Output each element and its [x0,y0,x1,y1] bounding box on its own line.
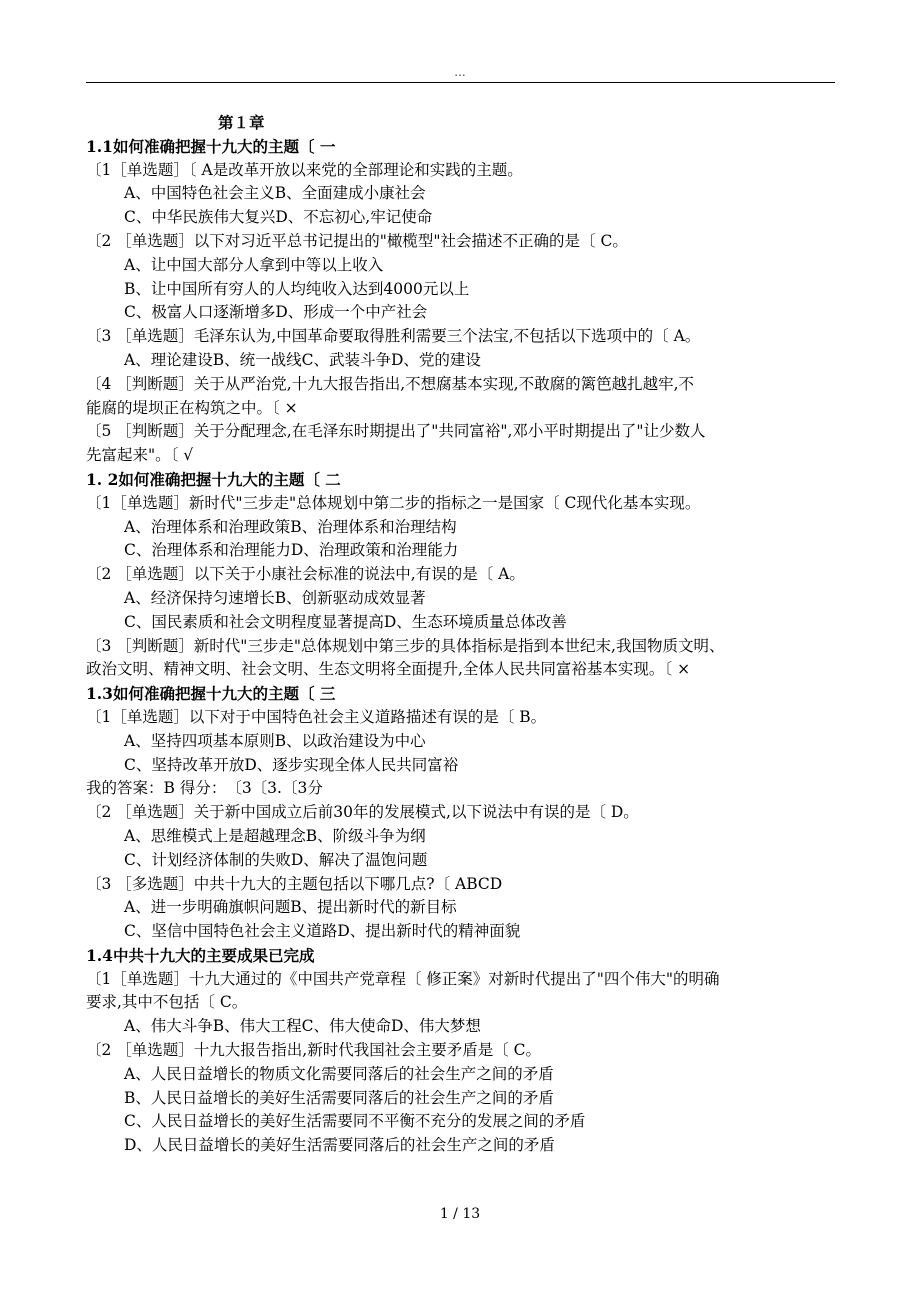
text-line: 〔3 ［多选题］中共十九大的主题包括以下哪几点?〔 ABCD [86,874,503,893]
text-line: 〔2 ［单选题］以下关于小康社会标准的说法中,有误的是〔 A。 [86,565,525,584]
answer-options: A、让中国大部分人拿到中等以上收入 [124,255,384,274]
text-line: 政治文明、精神文明、社会文明、生态文明将全面提升,全体人民共同富裕基本实现。〔 × [86,660,691,679]
text-line: 能腐的堤坝正在构筑之中。〔 × [86,398,298,417]
answer-options: C、中华民族伟大复兴D、不忘初心,牢记使命 [124,208,433,227]
answer-options: A、思维模式上是超越理念B、阶级斗争为纲 [124,826,426,845]
text-line: 〔1［单选题］〔 A是改革开放以来党的全部理论和实践的主题。 [86,160,523,179]
answer-options: C、坚信中国特色社会主义道路D、提出新时代的精神面貌 [124,922,521,941]
section-heading: 1.3如何准确把握十九大的主题〔 三 [86,684,336,704]
section-heading: 1.4中共十九大的主要成果已完成 [86,945,315,965]
answer-options: C、计划经济体制的失败D、解决了温饱问题 [124,850,428,869]
chapter-title: 第１章 [218,113,265,132]
answer-options: A、进一步明确旗帜问题B、提出新时代的新目标 [124,898,457,917]
text-line: 〔4 ［判断题］关于从严治党,十九大报告指出,不想腐基本实现,不敢腐的篱笆越扎越牢,不 [86,374,694,393]
text-line: 〔2 ［单选题］关于新中国成立后前30年的发展模式,以下说法中有误的是〔 D。 [86,803,639,822]
answer-options: C、国民素质和社会文明程度显著提高D、生态环境质量总体改善 [124,612,567,631]
answer-options: B、人民日益增长的美好生活需要同落后的社会生产之间的矛盾 [124,1088,554,1107]
text-line: 先富起来"。〔 √ [86,446,194,465]
text-line: 〔1［单选题］新时代"三步走"总体规划中第二步的指标之一是国家〔 C现代化基本实现。 [86,493,701,512]
answer-options: C、人民日益增长的美好生活需要同不平衡不充分的发展之间的矛盾 [124,1112,586,1131]
text-line: 〔3 ［判断题］新时代"三步走"总体规划中第三步的具体指标是指到本世纪末,我国物质文明、 [86,636,725,655]
text-line: 要求,其中不包括〔 C。 [86,993,248,1012]
answer-options: B、让中国所有穷人的人均纯收入达到4000元以上 [124,279,470,298]
answer-options: A、人民日益增长的物质文化需要同落后的社会生产之间的矛盾 [124,1064,554,1083]
answer-options: C、坚持改革开放D、逐步实现全体人民共同富裕 [124,755,459,774]
header-rule [86,82,835,83]
answer-options: A、伟大斗争B、伟大工程C、伟大使命D、伟大梦想 [124,1017,481,1036]
text-line: 〔3 ［单选题］毛泽东认为,中国革命要取得胜利需要三个法宝,不包括以下选项中的〔 A。 [86,327,701,346]
section-heading: 1. 2如何准确把握十九大的主题〔 二 [86,469,341,489]
text-line: 〔1［单选题］十九大通过的《中国共产党章程〔 修正案》对新时代提出了"四个伟大"的明确 [86,969,720,988]
answer-options: A、经济保持匀速增长B、创新驱动成效显著 [124,588,426,607]
answer-options: A、治理体系和治理政策B、治理体系和治理结构 [124,517,457,536]
page-number: 1 / 13 [439,1206,481,1222]
answer-options: C、治理体系和治理能力D、治理政策和治理能力 [124,541,459,560]
answer-options: A、坚持四项基本原则B、以政治建设为中心 [124,731,426,750]
answer-options: A、中国特色社会主义B、全面建成小康社会 [124,184,426,203]
text-line: 〔1［单选题］以下对于中国特色社会主义道路描述有误的是〔 B。 [86,707,547,726]
text-line: 〔5 ［判断题］关于分配理念,在毛泽东时期提出了"共同富裕",邓小平时期提出了"让少数人 [86,422,706,441]
answer-options: A、理论建设B、统一战线C、武装斗争D、党的建设 [124,350,481,369]
answer-options: D、人民日益增长的美好生活需要同落后的社会生产之间的矛盾 [124,1136,555,1155]
section-heading: 1.1如何准确把握十九大的主题〔 一 [86,136,336,156]
text-line: 〔2 ［单选题］以下对习近平总书记提出的"橄榄型"社会描述不正确的是〔 C。 [86,231,628,250]
answer-options: C、极富人口逐渐增多D、形成一个中产社会 [124,303,428,322]
text-line: 〔2 ［单选题］十九大报告指出,新时代我国社会主要矛盾是〔 C。 [86,1041,542,1060]
header-mark: ... [454,65,466,79]
text-line: 我的答案：B 得分： 〔3〔3.〔3分 [86,779,323,798]
document-body [86,111,846,1158]
